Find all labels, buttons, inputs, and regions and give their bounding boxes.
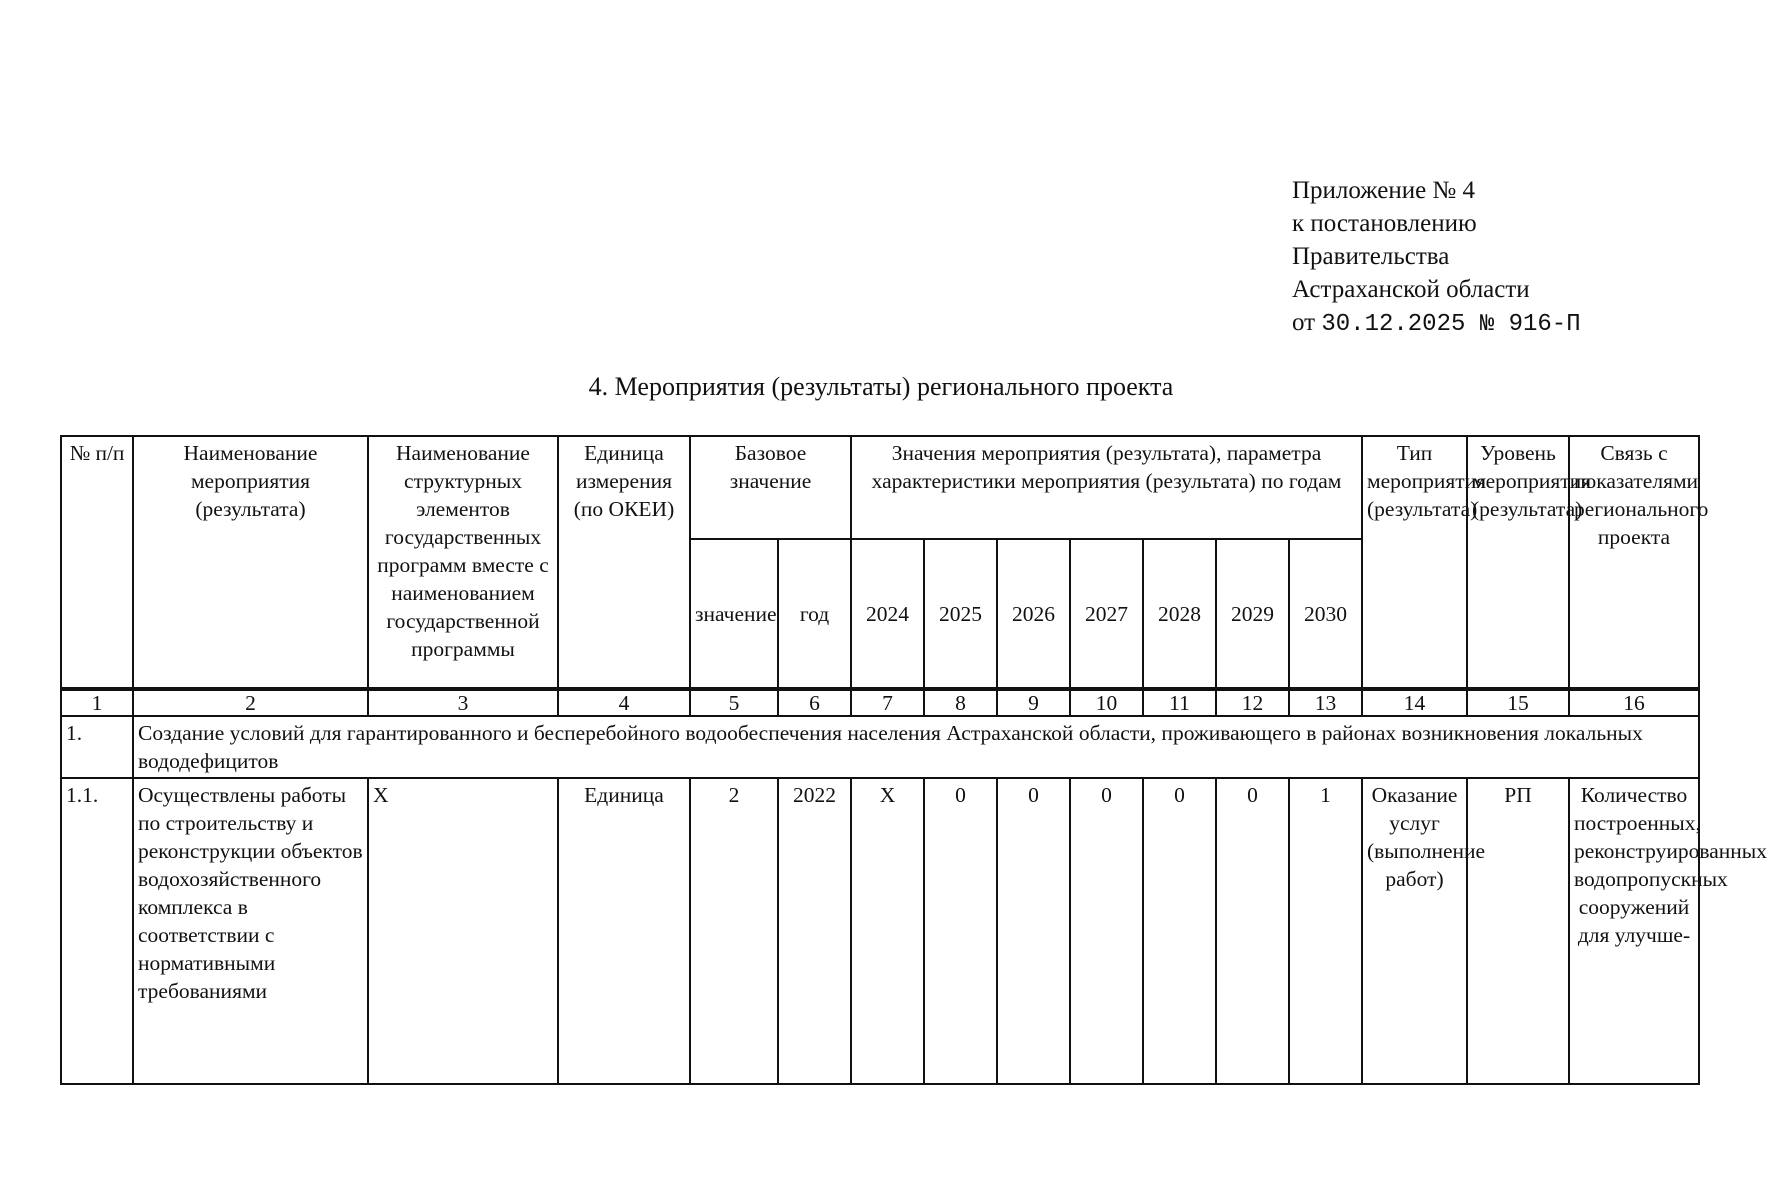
column-number: 16 [1569,689,1699,716]
row-year-value: Х [851,778,924,1084]
header-base: Базовое значение [690,436,851,539]
column-number: 7 [851,689,924,716]
appendix-date [1292,306,1581,341]
column-number: 9 [997,689,1070,716]
column-number: 6 [778,689,851,716]
column-number: 15 [1467,689,1569,716]
appendix-block [1292,174,1581,341]
header-base-year: год [778,539,851,689]
row-base-year: 2022 [778,778,851,1084]
row-link: Количество построенных, реконструированных водопропускных сооружений для улучше- [1569,778,1699,1084]
column-number: 11 [1143,689,1216,716]
header-unit: Единица измерения (по ОКЕИ) [558,436,690,689]
section-row [61,716,1699,778]
column-number: 4 [558,689,690,716]
header-year: 2028 [1143,539,1216,689]
header-base-value: значение [690,539,778,689]
activities-table [60,435,1767,1085]
section-num: 1. [61,716,133,778]
header-year: 2027 [1070,539,1143,689]
row-year-value: 0 [924,778,997,1084]
header-year: 2025 [924,539,997,689]
column-number: 12 [1216,689,1289,716]
row-year-value: 0 [1216,778,1289,1084]
table-row [61,778,1699,1084]
row-level: РП [1467,778,1569,1084]
column-number-row [61,689,1699,716]
appendix-date-prefix: от [1292,309,1316,336]
section-text: Создание условий для гарантированного и бесперебойного водообеспечения населения Астраханской области, проживающего в районах возникновения локальных вододефицитов [133,716,1699,778]
page-title: 4. Мероприятия (результаты) регионального проекта [588,372,1174,401]
appendix-line-1: Приложение № 4 [1292,177,1476,204]
header-num: № п/п [61,436,133,689]
header-values: Значения мероприятия (результата), параметра характеристики мероприятия (результата) по годам [851,436,1362,539]
header-row-1 [61,436,1699,539]
appendix-date-value: 30.12.2025 № 916-П [1321,311,1581,338]
column-number: 13 [1289,689,1362,716]
appendix-line-2: к постановлению [1292,210,1477,237]
appendix-line-4: Астраханской области [1292,276,1530,303]
row-base-value: 2 [690,778,778,1084]
header-year: 2030 [1289,539,1362,689]
row-year-value: 0 [1143,778,1216,1084]
row-name: Осуществлены работы по строительству и реконструкции объектов водохозяйственного комплекса в соответствии с нормативными требованиями [133,778,368,1084]
row-structural: Х [368,778,558,1084]
header-year: 2029 [1216,539,1289,689]
row-year-value: 0 [1070,778,1143,1084]
row-type: Оказание услуг (выполнение работ) [1362,778,1467,1084]
row-unit: Единица [558,778,690,1084]
column-number: 2 [133,689,368,716]
row-num: 1.1. [61,778,133,1084]
column-number: 3 [368,689,558,716]
column-number: 14 [1362,689,1467,716]
column-number: 8 [924,689,997,716]
header-year: 2026 [997,539,1070,689]
row-year-value: 0 [997,778,1070,1084]
header-type: Тип мероприятия (результата) [1362,436,1467,689]
row-year-value: 1 [1289,778,1362,1084]
column-number: 5 [690,689,778,716]
appendix-line-3: Правительства [1292,243,1450,270]
header-year: 2024 [851,539,924,689]
header-link: Связь с показателями регионального проекта [1569,436,1699,689]
header-level: Уровень мероприятия (результата) [1467,436,1569,689]
column-number: 1 [61,689,133,716]
header-name: Наименование мероприятия (результата) [133,436,368,689]
header-structural: Наименование структурных элементов государственных программ вместе с наименованием государственной программы [368,436,558,689]
column-number: 10 [1070,689,1143,716]
